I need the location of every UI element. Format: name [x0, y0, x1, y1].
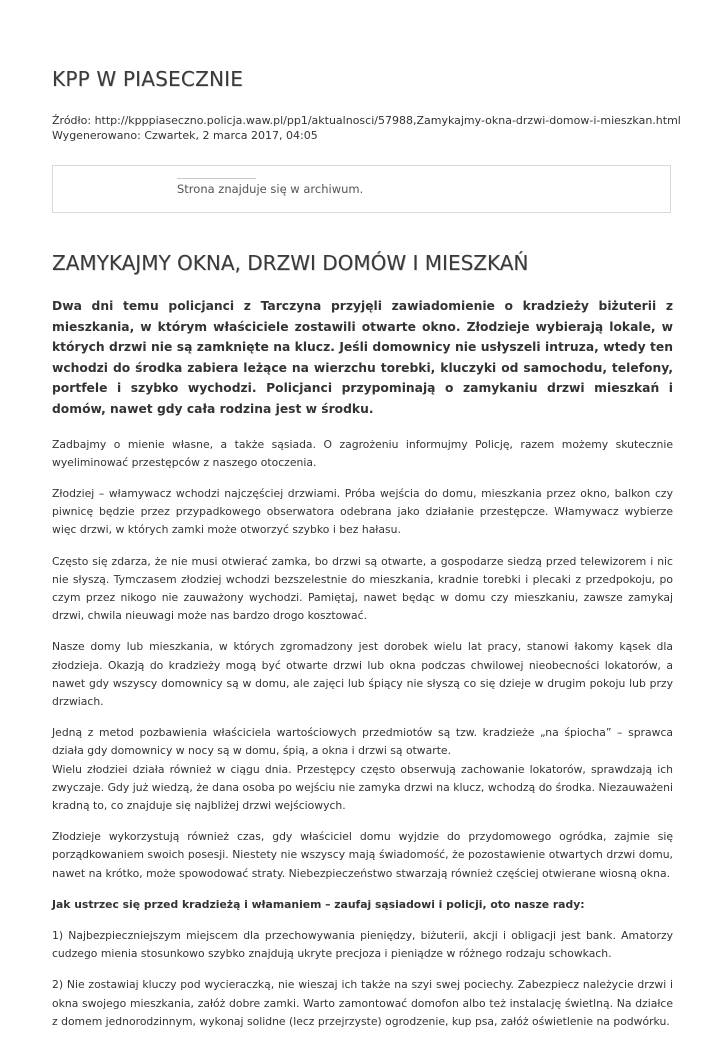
- archive-divider: [177, 178, 256, 179]
- article-body: [52, 296, 673, 1044]
- generated-date: Wygenerowano: Czwartek, 2 marca 2017, 04:05: [52, 129, 318, 142]
- tip-2: 2) Nie zostawiaj kluczy pod wycieraczką, nie wieszaj ich także na szyi swej pociechy. Zabezpiecz należycie drzwi i okna swojego mieszkania, załóż dobre zamki. Warto zamontować domofon albo też instalację świetlną. Na działce z domem jednorodzinnym, wykonaj solidne (lecz przejrzyste) ogrodzenie, kup psa, załóż oświetlenie na podwórku.: [52, 978, 673, 1028]
- paragraph-6: Złodzieje wykorzystują również czas, gdy właściciel domu wyjdzie do przydomowego ogródka, zajmie się porządkowaniem swoich posesji. Niestety nie wszyscy mają świadomość, że pozostawienie otwartych drzwi domu, nawet na krótko, może spowodować straty. Niebezpieczeństwo stwarzają również częściej otwierane wiosną okna.: [52, 830, 673, 880]
- site-title: KPP W PIASECZNIE: [52, 67, 244, 91]
- paragraph-1: Zadbajmy o mienie własne, a także sąsiada. O zagrożeniu informujmy Policję, razem możemy skutecznie wyeliminować przestępców z naszego otoczenia.: [52, 437, 673, 469]
- article-title: ZAMYKAJMY OKNA, DRZWI DOMÓW I MIESZKAŃ: [52, 251, 529, 275]
- paragraph-5a: Jedną z metod pozbawienia właściciela wartościowych przedmiotów są tzw. kradzieże „na śpiocha” – sprawca działa gdy domownicy w nocy są w domu, śpią, a okna i drzwi są otwarte.: [52, 726, 673, 758]
- source-url: Źródło: http://kpppiaseczno.policja.waw.pl/pp1/aktualnosci/57988,Zamykajmy-okna-drzwi-domow-i-mieszkan.html: [52, 114, 681, 127]
- archive-notice-box: [52, 165, 671, 213]
- paragraph-5b: Wielu złodziei działa również w ciągu dnia. Przestępcy często obserwują zachowanie lokatorów, sprawdzają ich zwyczaje. Gdy już wiedzą, że dana osoba po wejściu nie zamyka drzwi na klucz, wchodzą do środka. Niezauważeni kradną to, co znajduje się najbliżej drzwi wejściowych.: [52, 762, 673, 813]
- document-meta: [52, 113, 692, 143]
- paragraph-3: Często się zdarza, że nie musi otwierać zamka, bo drzwi są otwarte, a gospodarze siedzą przed telewizorem i nic nie słyszą. Tymczasem złodziej wchodzi bezszelestnie do mieszkania, kradnie torebki i plecaki z przedpokoju, po czym przez nikogo nie zauważony wychodzi. Pamiętaj, nawet będąc w domu czy mieszkaniu, zawsze zamykaj drzwi, chwila nieuwagi może nas bardzo drogo kosztować.: [52, 554, 673, 623]
- paragraph-2: Złodziej – włamywacz wchodzi najczęściej drzwiami. Próba wejścia do domu, mieszkania przez okno, balkon czy piwnicę będzie przez przypadkowego obserwatora odebrana jako działanie przestępcze. Włamywacz wybierze więc drzwi, w których zamki może otworzyć szybko i bez hałasu.: [52, 486, 673, 537]
- advice-heading: Jak ustrzec się przed kradzieżą i włamaniem – zaufaj sąsiadowi i policji, oto nasze rady:: [52, 897, 585, 911]
- tip-1: 1) Najbezpieczniejszym miejscem dla przechowywania pieniędzy, biżuterii, akcji i obligacji jest bank. Amatorzy cudzego mienia stosunkowo szybko znajdują ukryte precjoza i pieniądze w różnego rodzaju schowkach.: [52, 929, 673, 961]
- archive-notice: Strona znajduje się w archiwum.: [177, 182, 364, 196]
- article-lead: Dwa dni temu policjanci z Tarczyna przyjęli zawiadomienie o kradzieży biżuterii z mieszkania, w którym właściciele zostawili otwarte okno. Złodzieje wybierają lokale, w których drzwi nie są zamknięte na klucz. Jeśli domownicy nie usłyszeli intruza, wtedy ten wchodzi do środka zabiera leżące na wierzchu torebki, kluczyki od samochodu, telefony, portfele i szybko wychodzi. Policjanci przypominają o zamykaniu drzwi mieszkań i domów, nawet gdy cała rodzina jest w środku.: [52, 299, 673, 416]
- paragraph-5: [52, 724, 673, 815]
- paragraph-4: Nasze domy lub mieszkania, w których zgromadzony jest dorobek wielu lat pracy, stanowi łakomy kąsek dla złodzieja. Okazją do kradzieży mogą być otwarte drzwi lub okna podczas chwilowej nieobecności lokatorów, a nawet gdy wszyscy domownicy są w domu, ale zajęci lub śpiący nie słyszą co się dzieje w drugim pokoju lub przy drzwiach.: [52, 640, 673, 708]
